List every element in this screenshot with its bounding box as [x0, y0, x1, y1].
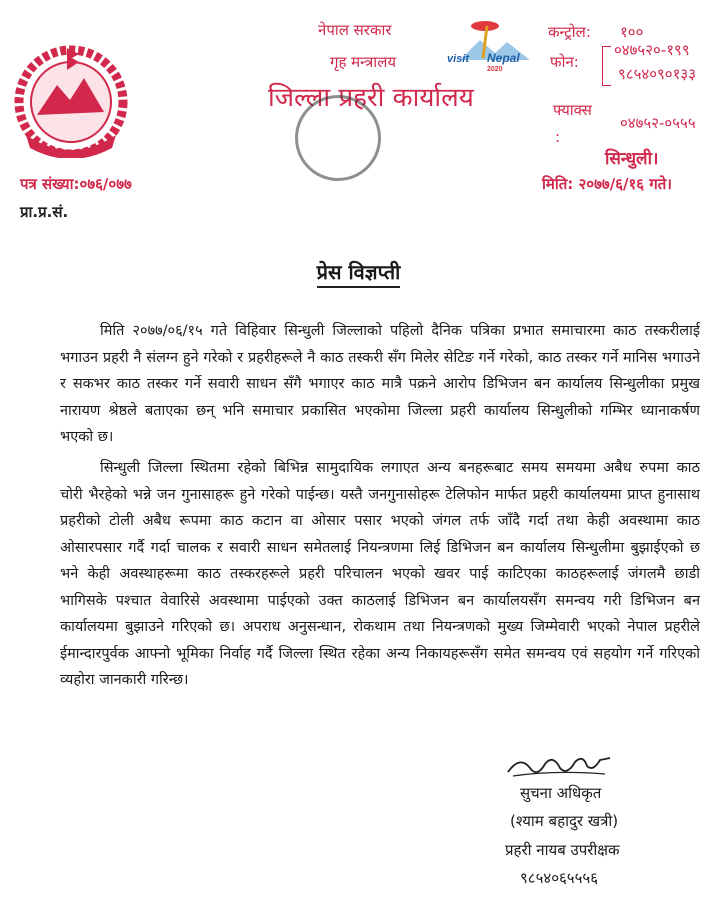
fax-number: ०४७५२-०५५५	[620, 114, 696, 132]
signatory-phone: ९८५४०६५५५६	[520, 869, 599, 887]
government-name: नेपाल सरकार	[318, 21, 392, 39]
phone-number-2: ९८५४०९०१३३	[618, 65, 697, 83]
signatory-designation: सुचना अधिकृत	[520, 784, 602, 802]
paragraph-line: नारायण श्रेष्ठले बताएका छन् भनि समाचार प्रकासित भएकोमा जिल्ला प्रहरी कार्यालय सिन्धुलीको गम्भिर ध्यानाकर्षण	[60, 402, 700, 419]
paragraph-line: ईमान्दारपुर्वक आफ्नो भूमिका निर्वाह गर्दै जिल्ला स्थित रहेका अन्य निकायहरूसँग समेत समन्वय एवं सहयोग गर्ने गरिएको	[60, 645, 700, 662]
control-number: १००	[620, 23, 644, 41]
fax-label: फ्याक्स	[553, 101, 592, 119]
title-text: प्रेस विज्ञप्ती	[317, 260, 401, 288]
location: सिन्धुली।	[605, 149, 659, 169]
nepal-emblem	[12, 40, 130, 158]
document-title	[0, 258, 717, 285]
handwritten-signature	[505, 750, 615, 786]
paragraph-line: व्यहोरा जानकारी गरिन्छ।	[60, 672, 189, 688]
paragraph-line: चोरी भैरहेको भन्ने जन गुनासाहरू हुने गरेको पाईन्छ। यस्तै जनगुनासोहरू टेलिफोन मार्फत प्रहरी कार्यालयमा प्राप्त हुनासाथ	[60, 486, 700, 503]
svg-text:visit: visit	[447, 53, 470, 65]
paragraph-line: ओसारपसार गर्दै गर्दा चालक र सवारी साधन समेतलाई नियन्त्रणमा लिई डिभिजन बन कार्यालय सिन्धुलीमा बुझाईएको छ	[60, 539, 700, 556]
control-label: कन्ट्रोल:	[548, 23, 591, 41]
office-name: जिल्ला प्रहरी कार्यालय	[268, 83, 474, 113]
fax-colon: :	[555, 128, 561, 146]
paragraph-line: र सकभर काठ तस्कर गर्ने सवारी साधन सँगै भगाएर काठ मात्रै पक्रने आरोप डिभिजन बन कार्यालय सिन्धुलीका प्रमुख	[60, 376, 700, 392]
paragraph-line: मिति २०७७/०६/१५ गते विहिवार सिन्धुली जिल्लाको पहिलो दैनिक पत्रिका प्रभात समाचारमा काठ तस्करीलाई	[100, 323, 700, 339]
paragraph-line: भागिसके पश्चात वेवारिसे अवस्थामा पाईएको उक्त काठलाई डिभिजन बन कार्यालयसँग समन्वय गरी डिभिजन बन	[60, 592, 700, 609]
paragraph-line: सिन्धुली जिल्ला स्थितमा रहेको बिभिन्न सामुदायिक लगाएत अन्य बनहरूबाट समय समयमा अबैध रुपमा काठ	[100, 460, 700, 476]
dispatch-number: प्रा.प्र.सं.	[20, 203, 69, 221]
letter-date: मिति: २०७७/६/१६ गते।	[542, 175, 672, 193]
visit-nepal-logo	[445, 18, 535, 73]
phone-label: फोन:	[550, 53, 579, 71]
paragraph-line: भने केही अवस्थाहरूमा काठ तस्करहरूले प्रहरी परिचालन भएको खवर पाई काटिएका काठहरूलाई जंगलमै छाडी	[60, 566, 700, 582]
svg-text:Nepal: Nepal	[487, 51, 520, 65]
phone-bracket	[602, 46, 611, 86]
svg-text:2020: 2020	[487, 66, 503, 73]
signatory-name: (श्याम बहादुर खत्री)	[510, 812, 619, 830]
letter-number: पत्र संख्या:०७६/०७७	[20, 175, 132, 193]
paragraph-line: कार्यालयमा बुझाउने गरिएको छ। अपराध अनुसन्धान, रोकथाम तथा नियन्त्रणको मुख्य जिम्मेवारी भएको नेपाल प्रहरीले	[60, 619, 700, 635]
signatory-rank: प्रहरी नायब उपरीक्षक	[505, 841, 620, 859]
paragraph-1	[60, 318, 700, 451]
paragraph-line: भगाउन प्रहरी नै संलग्न हुने गरेको र प्रहरीहरूले नै काठ तस्करी सँग मिलेर सेटिङ गर्ने गरेको, काठ तस्कर गर्ने मानिस भगाउने	[60, 349, 700, 366]
paragraph-2	[60, 455, 700, 694]
ministry-name: गृह मन्त्रालय	[330, 53, 397, 71]
phone-number-1: ०४७५२०-१९९	[614, 41, 690, 59]
paragraph-line: प्रहरीको टोली अबैध रूपमा काठ कटान वा ओसार पसार भएको जंगल तर्फ जाँदै गर्दा तथा केही अवस्थामा काठ	[60, 513, 700, 529]
paragraph-line: भएको छ।	[60, 429, 114, 445]
